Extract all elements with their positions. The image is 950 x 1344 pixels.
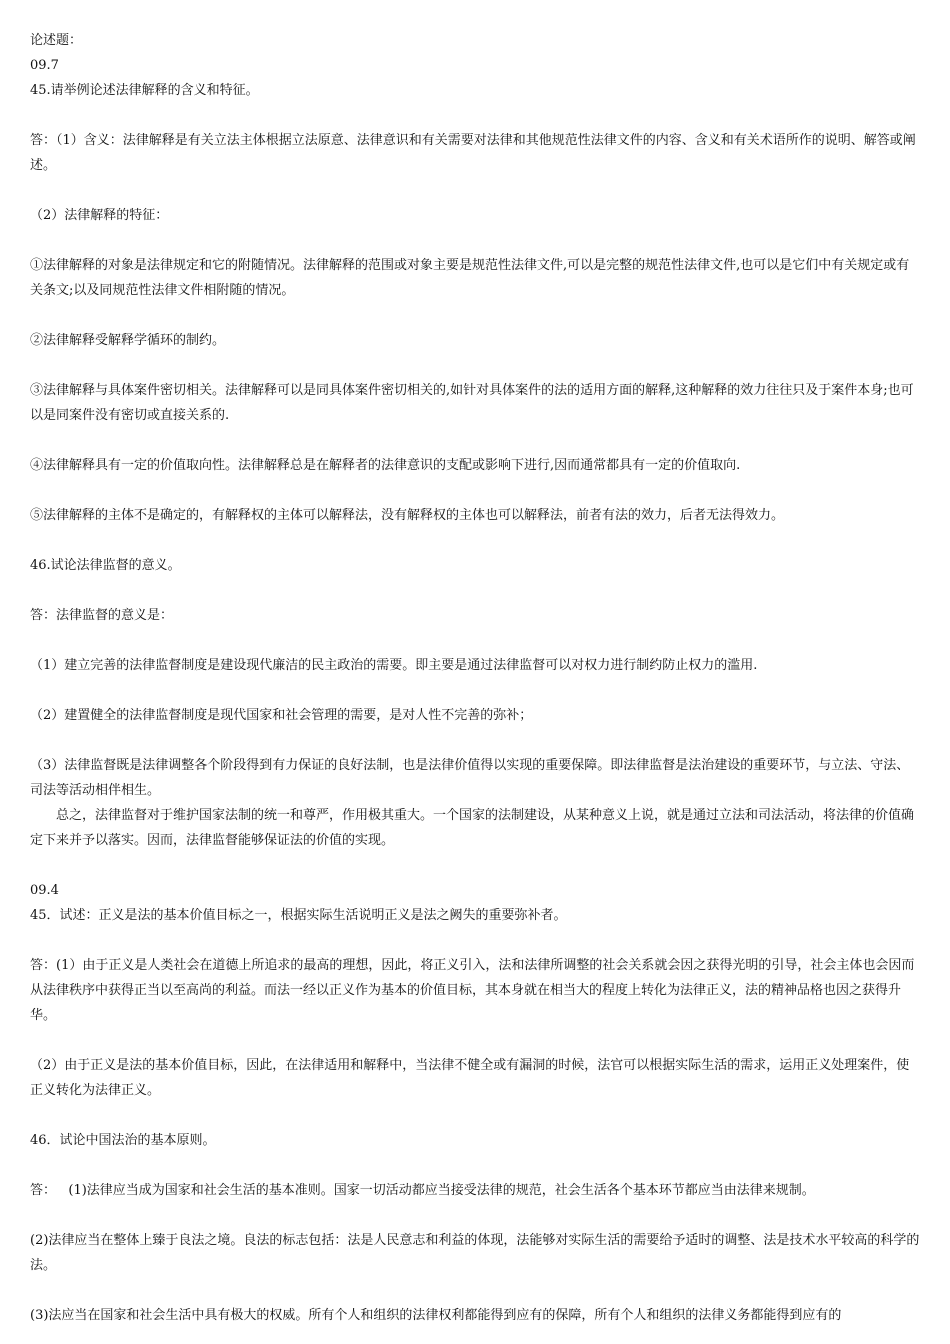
document-page bbox=[30, 28, 922, 1328]
exam-date: 09.7 bbox=[30, 58, 59, 73]
exam-date: 09.4 bbox=[30, 883, 59, 898]
answer-paragraph: （2）建置健全的法律监督制度是现代国家和社会管理的需要，是对人性不完善的弥补； bbox=[30, 708, 533, 723]
answer-paragraph: （1）建立完善的法律监督制度是建设现代廉洁的民主政治的需要。即主要是通过法律监督可以对权力进行制约防止权力的滥用. bbox=[30, 658, 758, 673]
summary-paragraph: 总之，法律监督对于维护国家法制的统一和尊严，作用极其重大。一个国家的法制建设，从某种意义上说，就是通过立法和司法活动，将法律的价值确定下来并予以落实。因而，法律监督能够保证法的价值的实现。 bbox=[30, 808, 915, 848]
feature-item: ⑤法律解释的主体不是确定的，有解释权的主体可以解释法，没有解释权的主体也可以解释法，前者有法的效力，后者无法得效力。 bbox=[30, 508, 785, 523]
feature-item: ③法律解释与具体案件密切相关。法律解释可以是同具体案件密切相关的,如针对具体案件的法的适用方面的解释,这种解释的效力往往只及于案件本身;也可以是同案件没有密切或直接关系的. bbox=[30, 383, 914, 423]
answer-paragraph: (3)法应当在国家和社会生活中具有极大的权威。所有个人和组织的法律权利都能得到应有的保障，所有个人和组织的法律义务都能得到应有的 bbox=[30, 1308, 842, 1323]
spacer bbox=[30, 228, 922, 253]
answer-paragraph: （2）由于正义是法的基本价值目标，因此，在法律适用和解释中，当法律不健全或有漏洞的时候，法官可以根据实际生活的需求，运用正义处理案件，使正义转化为法律正义。 bbox=[30, 1058, 910, 1098]
spacer bbox=[30, 103, 922, 128]
feature-item: ②法律解释受解释学循环的制约。 bbox=[30, 333, 226, 348]
answer-paragraph: （3）法律监督既是法律调整各个阶段得到有力保证的良好法制，也是法律价值得以实现的重要保障。即法律监督是法治建设的重要环节，与立法、守法、司法等活动相伴相生。 bbox=[30, 758, 910, 798]
spacer bbox=[30, 1103, 922, 1128]
spacer bbox=[30, 1203, 922, 1228]
spacer bbox=[30, 853, 922, 878]
spacer bbox=[30, 928, 922, 953]
spacer bbox=[30, 478, 922, 503]
section-heading: 论述题： bbox=[30, 33, 83, 48]
spacer bbox=[30, 428, 922, 453]
answer-paragraph: 答： (1)法律应当成为国家和社会生活的基本准则。国家一切活动都应当接受法律的规范，社会生活各个基本环节都应当由法律来规制。 bbox=[30, 1183, 815, 1198]
question-45: 45.请举例论述法律解释的含义和特征。 bbox=[30, 83, 259, 98]
spacer bbox=[30, 728, 922, 753]
spacer bbox=[30, 1278, 922, 1303]
spacer bbox=[30, 578, 922, 603]
answer-paragraph: 答：法律监督的意义是： bbox=[30, 608, 174, 623]
spacer bbox=[30, 178, 922, 203]
answer-paragraph: 答：(1）由于正义是人类社会在道德上所追求的最高的理想，因此，将正义引入，法和法律所调整的社会关系就会因之获得光明的引导，社会主体也会因而从法律秩序中获得正当以至高尚的利益。而法一经以正义作为基本的价值目标，其本身就在相当大的程度上转化为法律正义，法的精神品格也因之获得升华。 bbox=[30, 958, 915, 1023]
spacer bbox=[30, 353, 922, 378]
question-46: 46.试论法律监督的意义。 bbox=[30, 558, 181, 573]
spacer bbox=[30, 303, 922, 328]
spacer bbox=[30, 678, 922, 703]
spacer bbox=[30, 628, 922, 653]
spacer bbox=[30, 528, 922, 553]
spacer bbox=[30, 1153, 922, 1178]
question-45: 45．试述：正义是法的基本价值目标之一，根据实际生活说明正义是法之阙失的重要弥补者。 bbox=[30, 908, 567, 923]
answer-paragraph: (2)法律应当在整体上臻于良法之境。良法的标志包括：法是人民意志和利益的体现，法能够对实际生活的需要给予适时的调整、法是技术水平较高的科学的法。 bbox=[30, 1233, 920, 1273]
answer-paragraph: 答：（1）含义：法律解释是有关立法主体根据立法原意、法律意识和有关需要对法律和其他规范性法律文件的内容、含义和有关术语所作的说明、解答或阐述。 bbox=[30, 133, 916, 173]
spacer bbox=[30, 1028, 922, 1053]
feature-item: ④法律解释具有一定的价值取向性。法律解释总是在解释者的法律意识的支配或影响下进行,因而通常都具有一定的价值取向. bbox=[30, 458, 741, 473]
feature-item: ①法律解释的对象是法律规定和它的附随情况。法律解释的范围或对象主要是规范性法律文件,可以是完整的规范性法律文件,也可以是它们中有关规定或有关条文;以及同规范性法律文件相附随的情况。 bbox=[30, 258, 910, 298]
answer-paragraph: （2）法律解释的特征： bbox=[30, 208, 169, 223]
question-46: 46．试论中国法治的基本原则。 bbox=[30, 1133, 216, 1148]
